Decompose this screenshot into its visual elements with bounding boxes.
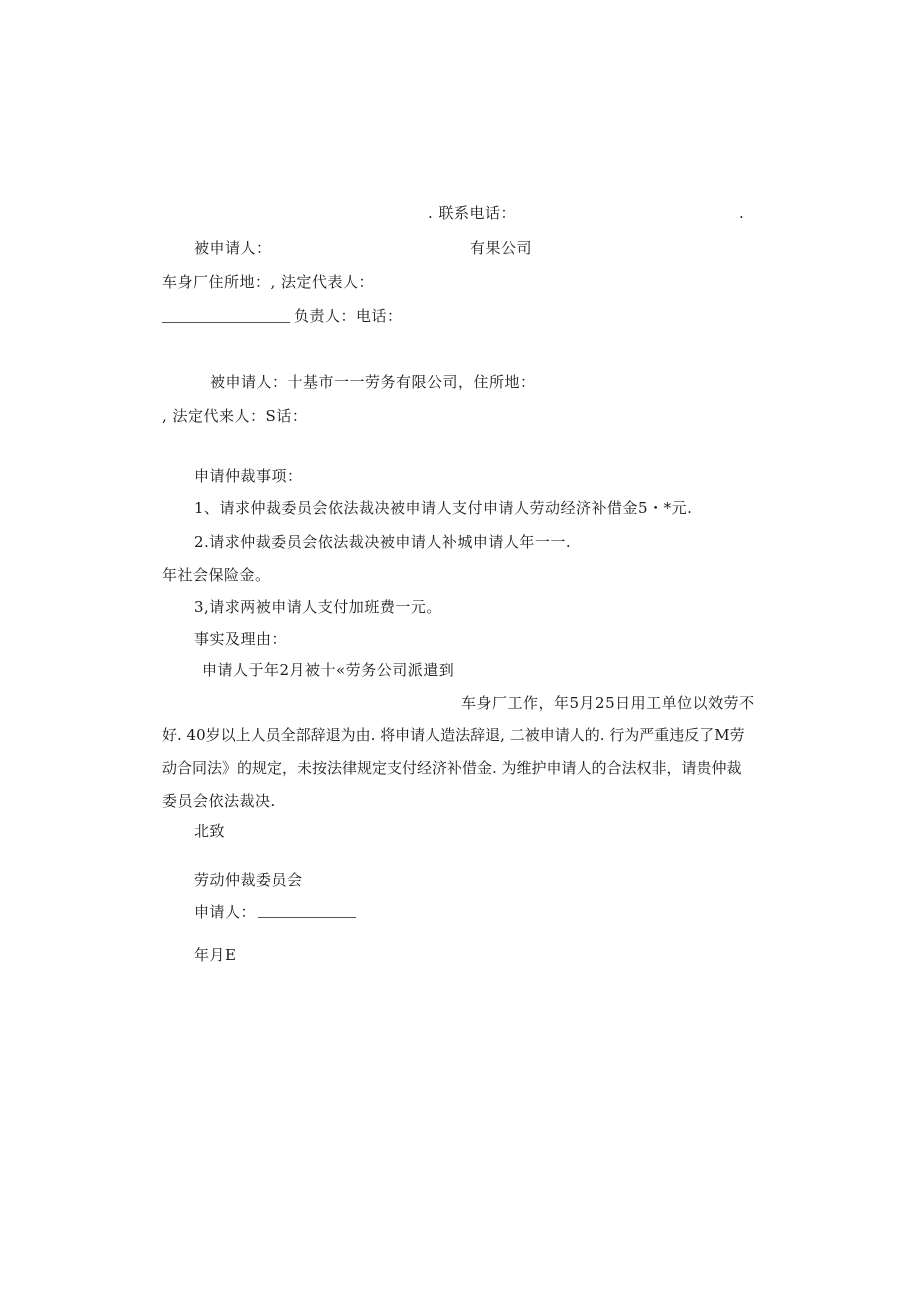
respondent-1-address: 车身厂住所地：, 法定代表人： bbox=[162, 273, 375, 291]
facts-heading: 事实及理由： bbox=[194, 630, 288, 648]
facts-line-3: 好. 40岁以上人员全部辞退为由. 将申请人造法辞退, 二被申请人的. 行为严重违反了M劳 bbox=[162, 726, 745, 744]
claim-item-2: 2.请求仲裁委员会依法裁决被申请人补城申请人年一一. bbox=[194, 533, 572, 551]
respondent-1-contact: 负责人：电话： bbox=[294, 307, 403, 325]
respondent-2-line-2: , 法定代来人：S话： bbox=[162, 407, 308, 425]
recipient: 劳动仲裁委员会 bbox=[194, 871, 303, 889]
claim-item-1: 1、请求仲裁委员会依法裁决被申请人支付申请人劳动经济补借金5・*元. bbox=[194, 499, 693, 517]
applicant-label: 申请人： bbox=[194, 903, 257, 921]
date-line: 年月E bbox=[194, 946, 237, 964]
facts-line-5: 委员会依法裁决. bbox=[162, 792, 276, 810]
facts-line-4: 动合同法》的规定，未按法律规定支付经济补借金. 为维护申请人的合法权非，请贵仲裁 bbox=[162, 759, 742, 777]
respondent-1-company: 有果公司 bbox=[470, 239, 533, 257]
respondent-2-line-1: 被申请人：十基市一一劳务有限公司，住所地： bbox=[210, 373, 536, 391]
facts-line-1: 申请人于年2月被十«劳务公司派遣到 bbox=[202, 661, 455, 679]
claim-item-3: 3,请求两被申请人支付加班费一元。 bbox=[194, 598, 442, 616]
salutation: 北致 bbox=[194, 822, 226, 840]
facts-line-2: 车身厂工作，年5月25日用工单位以效劳不 bbox=[461, 694, 755, 712]
applicant-signature-underline bbox=[258, 917, 356, 918]
phone-end-mark: . bbox=[739, 204, 745, 222]
respondent-1-blank-underline bbox=[162, 322, 290, 323]
respondent-1-label: 被申请人： bbox=[194, 239, 272, 257]
phone-label: . 联系电话： bbox=[428, 204, 517, 222]
claim-item-2-continuation: 年社会保险金。 bbox=[162, 566, 271, 584]
claims-heading: 申请仲裁事项： bbox=[194, 467, 303, 485]
